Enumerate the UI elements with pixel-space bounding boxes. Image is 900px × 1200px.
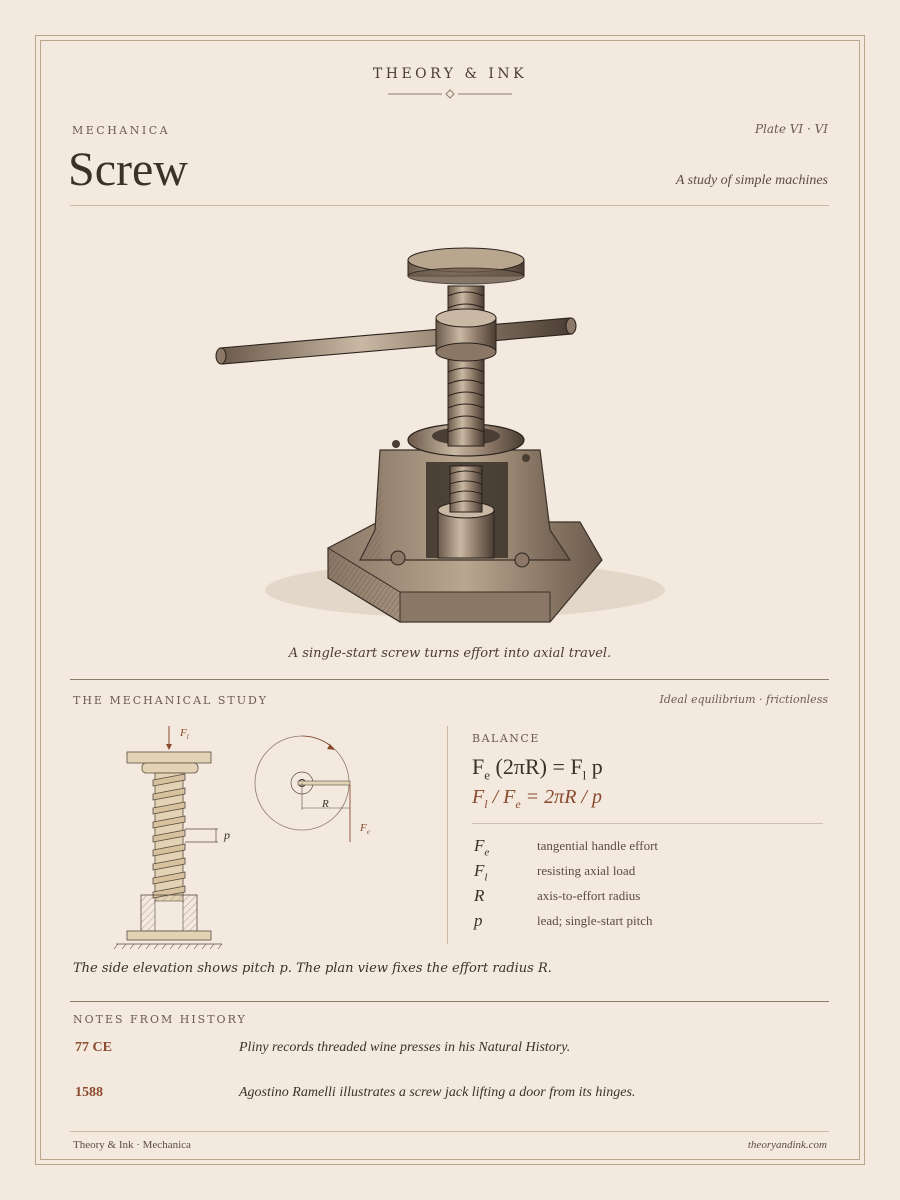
- study-divider: [447, 726, 448, 944]
- radius-label: R: [322, 798, 329, 810]
- page-title: Screw: [68, 143, 188, 196]
- ratio-equation: $F_l / F_e = 2\pi R / p$: [472, 786, 602, 811]
- history-note: Pliny records threaded wine presses in his Natural History.: [239, 1040, 571, 1055]
- study-caption: The side elevation shows pitch p. The plan view fixes the effort radius R.: [73, 961, 552, 976]
- study-rule: [70, 679, 829, 680]
- footer-rule: [70, 1131, 829, 1132]
- brand-name: THEORY & INK: [372, 66, 528, 82]
- balance-heading: BALANCE: [472, 732, 540, 745]
- plate-number: Plate VI · VI: [754, 122, 828, 136]
- variable-symbol: $F_e$: [474, 836, 490, 859]
- variable-symbol: $F_l$: [474, 861, 488, 884]
- history-note: Agostino Ramelli illustrates a screw jack lifting a door from its hinges.: [239, 1085, 636, 1100]
- screw-jack-illustration: [200, 230, 680, 640]
- variable-symbol: R: [474, 886, 485, 905]
- variable-description: lead; single-start pitch: [537, 913, 653, 928]
- header-rule: [70, 205, 829, 206]
- variable-description: tangential handle effort: [537, 838, 659, 853]
- variable-description: resisting axial load: [537, 863, 636, 878]
- equation-rule: [472, 823, 823, 824]
- study-heading: THE MECHANICAL STUDY: [73, 694, 269, 707]
- load-label: $F_l$: [180, 727, 189, 741]
- page-subtitle: A study of simple machines: [675, 173, 828, 188]
- study-note: Ideal equilibrium · frictionless: [659, 693, 828, 706]
- brand-ornament-icon: [388, 88, 512, 100]
- history-year: 77 CE: [75, 1040, 112, 1055]
- variable-symbol: p: [474, 911, 483, 930]
- section-kicker: MECHANICA: [72, 124, 171, 137]
- history-year: 1588: [75, 1085, 103, 1100]
- variable-description: axis-to-effort radius: [537, 888, 641, 903]
- footer-imprint: Theory & Ink · Mechanica: [73, 1139, 191, 1151]
- history-heading: NOTES FROM HISTORY: [73, 1013, 247, 1026]
- balance-equation: $F_e$ $(2\pi R) = F_l$ p: [472, 754, 603, 783]
- screw-study-diagram: [108, 722, 378, 954]
- pitch-label: p: [224, 828, 230, 842]
- effort-label: $F_e$: [360, 822, 370, 836]
- footer-website-link[interactable]: theoryandink.com: [747, 1139, 827, 1151]
- hero-caption: A single-start screw turns effort into axial travel.: [288, 646, 612, 661]
- history-rule: [70, 1001, 829, 1002]
